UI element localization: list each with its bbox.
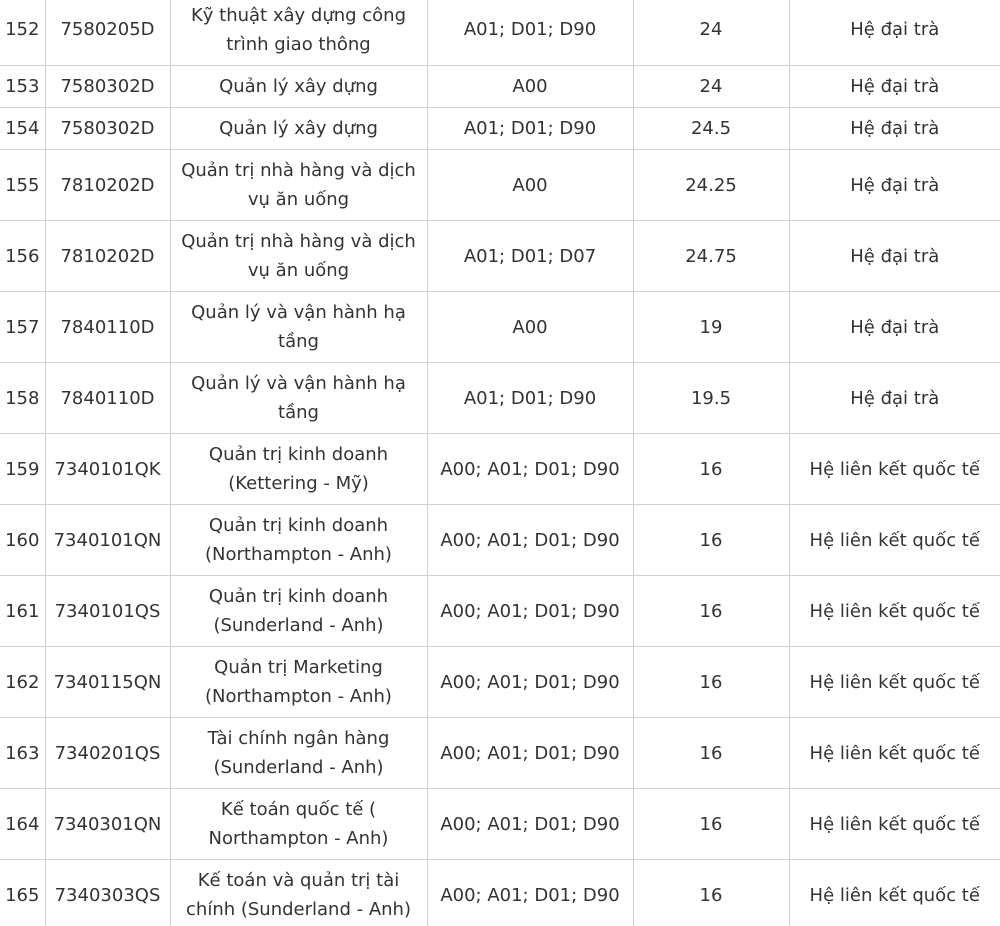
major-name: Quản trị kinh doanh (Sunderland - Anh): [170, 576, 427, 647]
subject-combination: A00; A01; D01; D90: [427, 505, 633, 576]
admission-score: 19: [633, 292, 789, 363]
table-row: [0, 789, 1000, 860]
subject-combination: A00; A01; D01; D90: [427, 647, 633, 718]
subject-combination: A01; D01; D07: [427, 221, 633, 292]
major-name: Kế toán quốc tế ( Northampton - Anh): [170, 789, 427, 860]
major-code: 7840110D: [45, 292, 170, 363]
row-index: 162: [0, 647, 45, 718]
subject-combination: A00: [427, 150, 633, 221]
major-name: Quản lý xây dựng: [170, 108, 427, 150]
row-index: 156: [0, 221, 45, 292]
row-index: 163: [0, 718, 45, 789]
major-code: 7840110D: [45, 363, 170, 434]
subject-combination: A00; A01; D01; D90: [427, 789, 633, 860]
program-system: Hệ đại trà: [789, 108, 1000, 150]
row-index: 155: [0, 150, 45, 221]
subject-combination: A00; A01; D01; D90: [427, 860, 633, 926]
major-code: 7340301QN: [45, 789, 170, 860]
major-name: Tài chính ngân hàng (Sunderland - Anh): [170, 718, 427, 789]
program-system: Hệ liên kết quốc tế: [789, 860, 1000, 926]
row-index: 161: [0, 576, 45, 647]
major-code: 7340303QS: [45, 860, 170, 926]
program-system: Hệ liên kết quốc tế: [789, 718, 1000, 789]
major-code: 7580302D: [45, 66, 170, 108]
program-system: Hệ đại trà: [789, 221, 1000, 292]
admission-score: 24.5: [633, 108, 789, 150]
subject-combination: A00; A01; D01; D90: [427, 718, 633, 789]
program-system: Hệ liên kết quốc tế: [789, 647, 1000, 718]
major-code: 7580302D: [45, 108, 170, 150]
subject-combination: A00; A01; D01; D90: [427, 576, 633, 647]
row-index: 158: [0, 363, 45, 434]
major-code: 7340115QN: [45, 647, 170, 718]
major-code: 7340101QS: [45, 576, 170, 647]
major-name: Quản lý và vận hành hạ tầng: [170, 292, 427, 363]
row-index: 165: [0, 860, 45, 926]
major-name: Kế toán và quản trị tài chính (Sunderland - Anh): [170, 860, 427, 926]
program-system: Hệ liên kết quốc tế: [789, 789, 1000, 860]
row-index: 160: [0, 505, 45, 576]
admission-score: 16: [633, 718, 789, 789]
major-name: Quản lý xây dựng: [170, 66, 427, 108]
table-row: [0, 434, 1000, 505]
program-system: Hệ liên kết quốc tế: [789, 576, 1000, 647]
major-name: Quản trị kinh doanh (Northampton - Anh): [170, 505, 427, 576]
major-code: 7340201QS: [45, 718, 170, 789]
program-system: Hệ đại trà: [789, 363, 1000, 434]
admission-score: 16: [633, 789, 789, 860]
major-code: 7810202D: [45, 221, 170, 292]
table-row: [0, 0, 1000, 66]
subject-combination: A01; D01; D90: [427, 363, 633, 434]
table-row: [0, 505, 1000, 576]
admission-score: 16: [633, 505, 789, 576]
program-system: Hệ đại trà: [789, 66, 1000, 108]
table-row: [0, 576, 1000, 647]
row-index: 164: [0, 789, 45, 860]
major-name: Kỹ thuật xây dựng công trình giao thông: [170, 0, 427, 66]
program-system: Hệ đại trà: [789, 292, 1000, 363]
major-name: Quản lý và vận hành hạ tầng: [170, 363, 427, 434]
admission-score: 19.5: [633, 363, 789, 434]
major-code: 7810202D: [45, 150, 170, 221]
program-system: Hệ đại trà: [789, 150, 1000, 221]
table-row: [0, 647, 1000, 718]
row-index: 153: [0, 66, 45, 108]
table-row: [0, 718, 1000, 789]
program-system: Hệ liên kết quốc tế: [789, 505, 1000, 576]
admission-score: 16: [633, 647, 789, 718]
major-code: 7340101QK: [45, 434, 170, 505]
table-row: [0, 108, 1000, 150]
major-code: 7340101QN: [45, 505, 170, 576]
table-row: [0, 221, 1000, 292]
program-system: Hệ đại trà: [789, 0, 1000, 66]
table-row: [0, 66, 1000, 108]
table-row: [0, 150, 1000, 221]
admission-score: 16: [633, 434, 789, 505]
subject-combination: A01; D01; D90: [427, 0, 633, 66]
admission-score: 24.25: [633, 150, 789, 221]
major-name: Quản trị kinh doanh (Kettering - Mỹ): [170, 434, 427, 505]
subject-combination: A00: [427, 66, 633, 108]
row-index: 157: [0, 292, 45, 363]
subject-combination: A01; D01; D90: [427, 108, 633, 150]
major-code: 7580205D: [45, 0, 170, 66]
table-row: [0, 860, 1000, 926]
admission-score: 24: [633, 0, 789, 66]
subject-combination: A00; A01; D01; D90: [427, 434, 633, 505]
major-name: Quản trị nhà hàng và dịch vụ ăn uống: [170, 221, 427, 292]
row-index: 154: [0, 108, 45, 150]
admission-score: 24.75: [633, 221, 789, 292]
admission-score: 24: [633, 66, 789, 108]
table-row: [0, 292, 1000, 363]
row-index: 152: [0, 0, 45, 66]
major-name: Quản trị Marketing (Northampton - Anh): [170, 647, 427, 718]
major-name: Quản trị nhà hàng và dịch vụ ăn uống: [170, 150, 427, 221]
admission-score: 16: [633, 860, 789, 926]
subject-combination: A00: [427, 292, 633, 363]
program-system: Hệ liên kết quốc tế: [789, 434, 1000, 505]
row-index: 159: [0, 434, 45, 505]
table-row: [0, 363, 1000, 434]
admission-score: 16: [633, 576, 789, 647]
